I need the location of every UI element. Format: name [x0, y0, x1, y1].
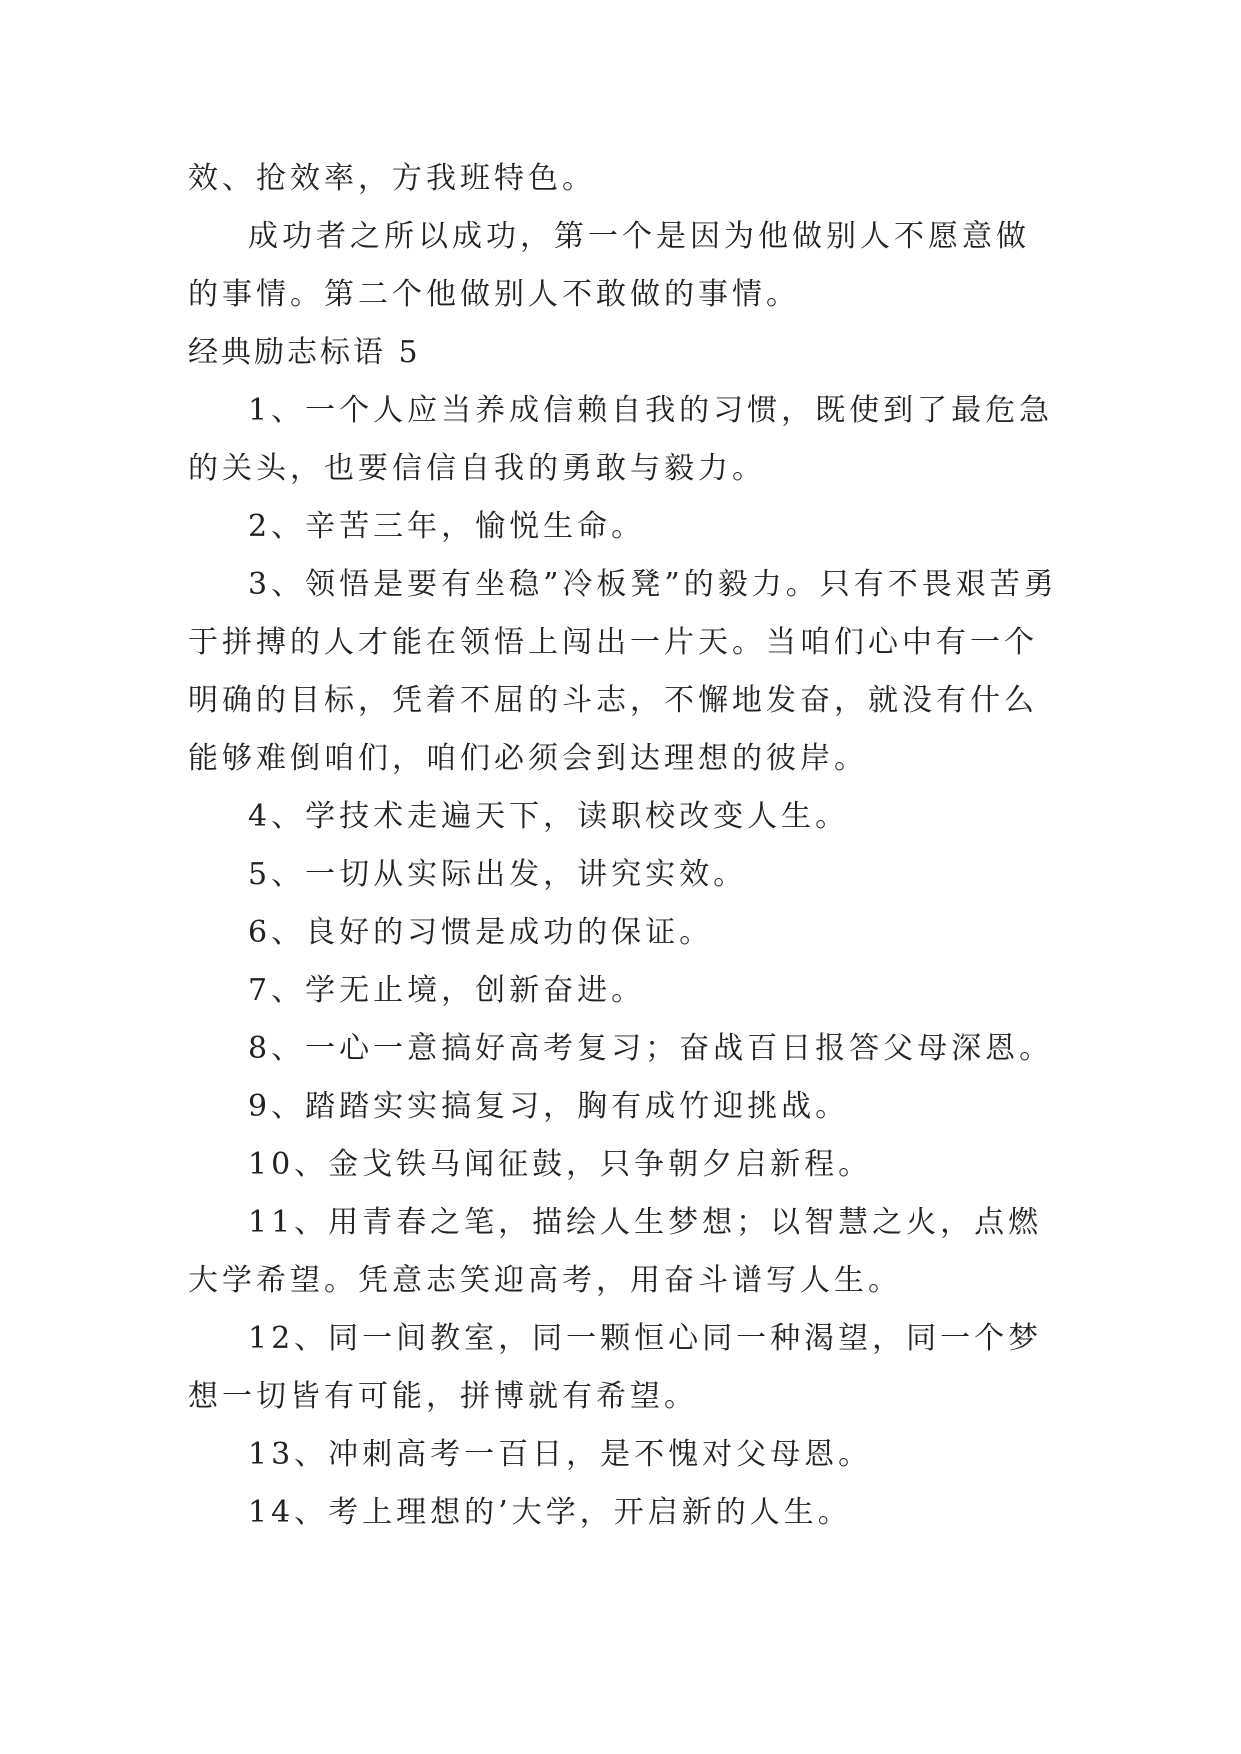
list-item: 8、一心一意搞好高考复习；奋战百日报答父母深恩。 [248, 1031, 1054, 1066]
list-item: 10、金戈铁马闻征鼓，只争朝夕启新程。 [248, 1147, 873, 1182]
document-page [188, 150, 1058, 1542]
lead-paragraph: 成功者之所以成功，第一个是因为他做别人不愿意做的事情。第二个他做别人不敢做的事情。 [188, 219, 1030, 312]
list-item: 9、踏踏实实搞复习，胸有成竹迎挑战。 [248, 1089, 850, 1124]
list-item: 6、良好的习惯是成功的保证。 [248, 915, 714, 950]
list-item: 14、考上理想的’大学，开启新的人生。 [248, 1495, 852, 1530]
lead-fragment: 效、抢效率，方我班特色。 [188, 161, 596, 196]
list-item: 5、一切从实际出发，讲究实效。 [248, 857, 748, 892]
list-item: 4、学技术走遍天下，读职校改变人生。 [248, 799, 850, 834]
list-item: 12、同一间教室，同一颗恒心同一种渴望，同一个梦想一切皆有可能，拼博就有希望。 [188, 1321, 1043, 1414]
list-item: 2、辛苦三年，愉悦生命。 [248, 509, 646, 544]
list-item: 11、用青春之笔，描绘人生梦想；以智慧之火，点燃大学希望。凭意志笑迎高考，用奋斗谱写人生。 [188, 1205, 1043, 1298]
list-item: 1、一个人应当养成信赖自我的习惯，既使到了最危急的关头，也要信信自我的勇敢与毅力。 [188, 393, 1054, 486]
list-item: 3、领悟是要有坐稳”冷板凳”的毅力。只有不畏艰苦勇于拼搏的人才能在领悟上闯出一片天。当咱们心中有一个明确的目标，凭着不屈的斗志，不懈地发奋，就没有什么能够难倒咱们，咱们必须会到达理想的彼岸。 [188, 567, 1058, 776]
list-item: 13、冲刺高考一百日，是不愧对父母恩。 [248, 1437, 873, 1472]
section-title: 经典励志标语 5 [188, 335, 421, 370]
list-item: 7、学无止境，创新奋进。 [248, 973, 646, 1008]
